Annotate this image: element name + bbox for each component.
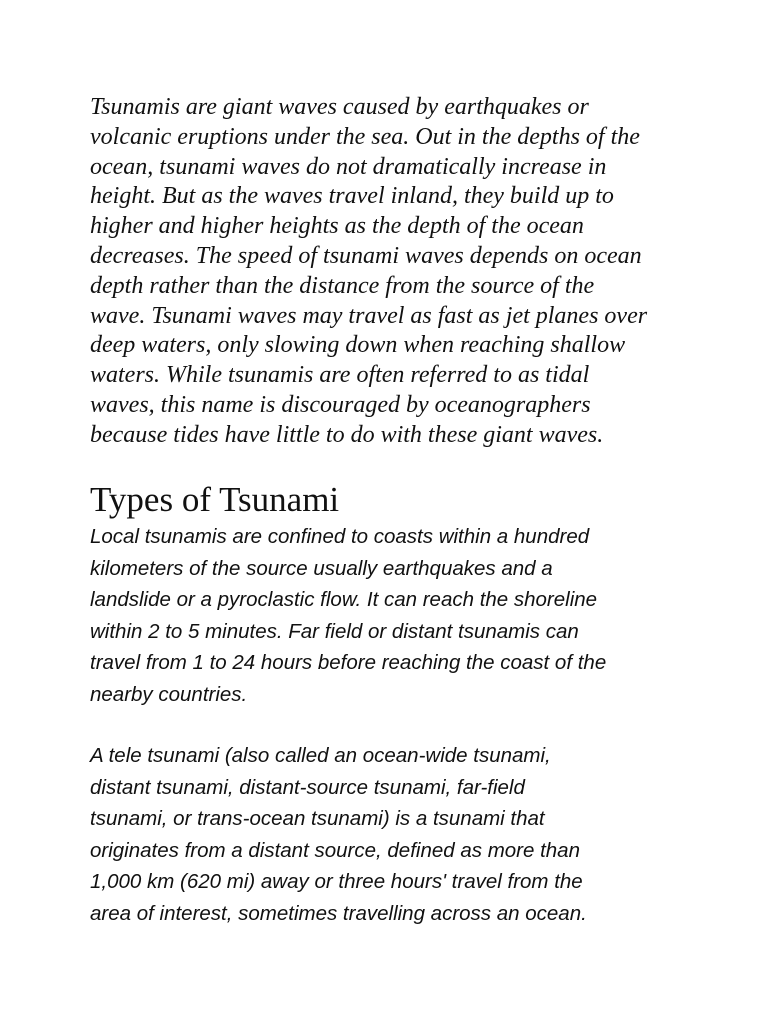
intro-paragraph bbox=[90, 93, 690, 451]
text-line: distant tsunami, distant-source tsunami, far-field bbox=[90, 775, 525, 799]
text-line: area of interest, sometimes travelling across an ocean. bbox=[90, 901, 587, 925]
text-line: travel from 1 to 24 hours before reaching the coast of the bbox=[90, 651, 607, 675]
text-line: higher and higher heights as the depth of the ocean bbox=[90, 213, 584, 240]
section-heading: Types of Tsunami bbox=[90, 480, 340, 519]
text-line: wave. Tsunami waves may travel as fast as jet planes over bbox=[90, 302, 648, 329]
text-line: height. But as the waves travel inland, they build up to bbox=[90, 183, 614, 210]
text-line: A tele tsunami (also called an ocean-wide tsunami, bbox=[90, 744, 551, 767]
text-line: tsunami, or trans-ocean tsunami) is a tsunami that bbox=[90, 807, 545, 831]
text-line: within 2 to 5 minutes. Far field or distant tsunamis can bbox=[90, 619, 579, 643]
text-line: Tsunamis are giant waves caused by earthquakes or bbox=[90, 94, 589, 120]
text-line: deep waters, only slowing down when reaching shallow bbox=[90, 332, 626, 359]
text-line: volcanic eruptions under the sea. Out in the depths of the bbox=[90, 123, 640, 150]
text-line: because tides have little to do with these giant waves. bbox=[90, 421, 604, 448]
text-line: ocean, tsunami waves do not dramatically increase in bbox=[90, 153, 607, 180]
text-line: waves, this name is discouraged by oceanographers bbox=[90, 391, 591, 418]
text-line: decreases. The speed of tsunami waves depends on ocean bbox=[90, 242, 642, 269]
tele-tsunami-paragraph bbox=[90, 740, 690, 930]
text-line: 1,000 km (620 mi) away or three hours' travel from the bbox=[90, 870, 583, 894]
text-line: depth rather than the distance from the source of the bbox=[90, 272, 595, 299]
text-line: nearby countries. bbox=[90, 682, 248, 706]
text-line: kilometers of the source usually earthquakes and a bbox=[90, 556, 553, 580]
text-line: landslide or a pyroclastic flow. It can reach the shoreline bbox=[90, 588, 598, 612]
text-line: originates from a distant source, defined as more than bbox=[90, 838, 580, 862]
text-line: waters. While tsunamis are often referred to as tidal bbox=[90, 362, 590, 389]
text-line: Local tsunamis are confined to coasts within a hundred bbox=[90, 525, 590, 548]
local-tsunami-paragraph bbox=[90, 521, 690, 711]
